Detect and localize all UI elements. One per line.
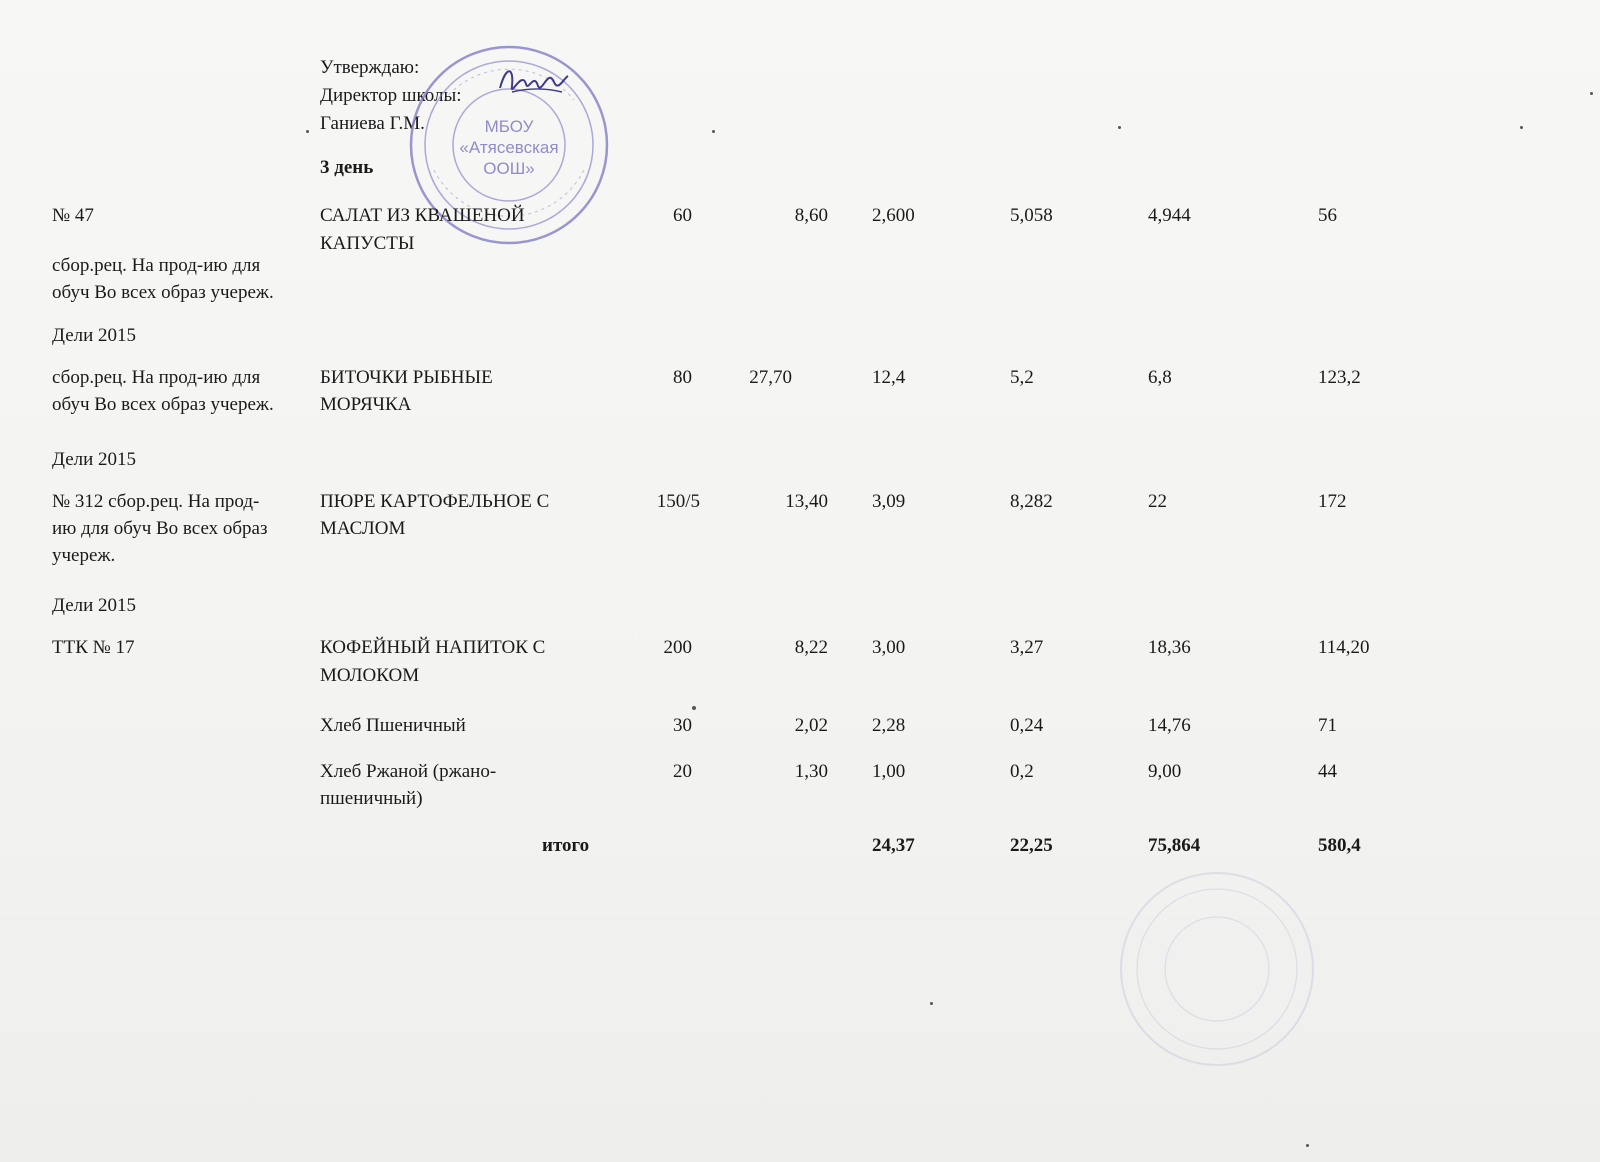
scan-speck [1520, 126, 1523, 129]
price-row-5: 2,02 [794, 715, 828, 736]
dish-row-4-line-1: КОФЕЙНЫЙ НАПИТОК С [320, 637, 546, 658]
total-energy: 580,4 [1318, 835, 1361, 856]
price-row-1: 8,60 [794, 205, 828, 226]
ref-row-3-line-1: № 312 сбор.рец. На прод- [52, 491, 260, 512]
fat-row-6: 0,2 [1010, 761, 1034, 782]
carbs-row-4: 18,36 [1148, 637, 1191, 658]
energy-row-6: 44 [1318, 761, 1337, 782]
ref-row-3-line-5: Дели 2015 [52, 595, 137, 616]
fat-row-5: 0,24 [1010, 715, 1044, 736]
ref-row-1-line-1: № 47 [52, 205, 94, 226]
carbs-row-5: 14,76 [1148, 715, 1191, 736]
scan-speck [712, 130, 715, 133]
total-label: итого [542, 835, 590, 856]
price-row-3: 13,40 [785, 491, 828, 512]
protein-row-2: 12,4 [872, 367, 906, 388]
signature [492, 58, 572, 108]
ref-row-1-line-6: Дели 2015 [52, 325, 137, 346]
ref-row-2-line-4: Дели 2015 [52, 449, 137, 470]
carbs-row-2: 6,8 [1148, 367, 1172, 388]
weight-row-1: 60 [673, 205, 692, 226]
scan-speck [930, 1002, 933, 1005]
dish-row-6-line-1: Хлеб Ржаной (ржано- [320, 761, 497, 782]
fat-row-3: 8,282 [1010, 491, 1053, 512]
fat-row-2: 5,2 [1010, 367, 1034, 388]
total-protein: 24,37 [872, 835, 915, 856]
total-carbs: 75,864 [1148, 835, 1201, 856]
carbs-row-1: 4,944 [1148, 205, 1191, 226]
ref-row-2-line-2: обуч Во всех образ учереж. [52, 394, 274, 415]
scan-speck [692, 706, 696, 710]
protein-row-3: 3,09 [872, 491, 906, 512]
stamp-line-3: ООШ» [483, 159, 535, 178]
protein-row-1: 2,600 [872, 205, 915, 226]
approval-line-3: Ганиева Г.М. [320, 113, 425, 134]
dish-row-2-line-2: МОРЯЧКА [320, 394, 412, 415]
fat-row-1: 5,058 [1010, 205, 1053, 226]
ref-row-4-line-1: ТТК № 17 [52, 637, 135, 658]
ref-row-3-line-3: учереж. [52, 545, 116, 566]
protein-row-5: 2,28 [872, 715, 906, 736]
dish-row-6-line-2: пшеничный) [320, 788, 423, 809]
price-row-6: 1,30 [794, 761, 828, 782]
dish-row-5-line-1: Хлеб Пшеничный [320, 715, 466, 736]
energy-row-4: 114,20 [1318, 637, 1370, 658]
stamp-line-2: «Атясевская [459, 138, 559, 157]
weight-row-6: 20 [673, 761, 692, 782]
protein-row-4: 3,00 [872, 637, 906, 658]
dish-row-3-line-1: ПЮРЕ КАРТОФЕЛЬНОЕ С [320, 491, 550, 512]
scan-speck [1118, 126, 1121, 129]
ref-row-3-line-2: ию для обуч Во всех образ [52, 518, 268, 539]
ref-row-1-line-4: обуч Во всех образ учереж. [52, 282, 274, 303]
energy-row-1: 56 [1318, 205, 1337, 226]
dish-row-1-line-2: КАПУСТЫ [320, 233, 415, 254]
scan-speck [1590, 92, 1593, 95]
fat-row-4: 3,27 [1010, 637, 1044, 658]
price-row-4: 8,22 [794, 637, 828, 658]
weight-row-4: 200 [663, 637, 692, 658]
ref-row-2-line-1: сбор.рец. На прод-ию для [52, 367, 261, 388]
dish-row-4-line-2: МОЛОКОМ [320, 665, 420, 686]
dish-row-2-line-1: БИТОЧКИ РЫБНЫЕ [320, 367, 493, 388]
stamp-line-1: МБОУ [484, 117, 534, 136]
dish-row-3-line-2: МАСЛОМ [320, 518, 406, 539]
weight-row-2: 80 [673, 367, 692, 388]
approval-line-1: Утверждаю: [320, 57, 420, 78]
energy-row-3: 172 [1318, 491, 1347, 512]
approval-line-2: Директор школы: [320, 85, 462, 106]
total-fat: 22,25 [1010, 835, 1053, 856]
dish-row-1-line-1: САЛАТ ИЗ КВАШЕНОЙ [320, 205, 525, 226]
carbs-row-6: 9,00 [1148, 761, 1182, 782]
weight-row-3: 150/5 [656, 491, 700, 512]
scan-speck [306, 130, 309, 133]
ref-row-1-line-3: сбор.рец. На прод-ию для [52, 255, 261, 276]
protein-row-6: 1,00 [872, 761, 906, 782]
scan-speck [1306, 1144, 1309, 1147]
energy-row-2: 123,2 [1318, 367, 1361, 388]
faint-stamp [1112, 864, 1322, 1074]
price-row-2: 27,70 [749, 367, 792, 388]
weight-row-5: 30 [673, 715, 692, 736]
energy-row-5: 71 [1318, 715, 1337, 736]
day-label: 3 день [320, 157, 374, 178]
carbs-row-3: 22 [1148, 491, 1167, 512]
